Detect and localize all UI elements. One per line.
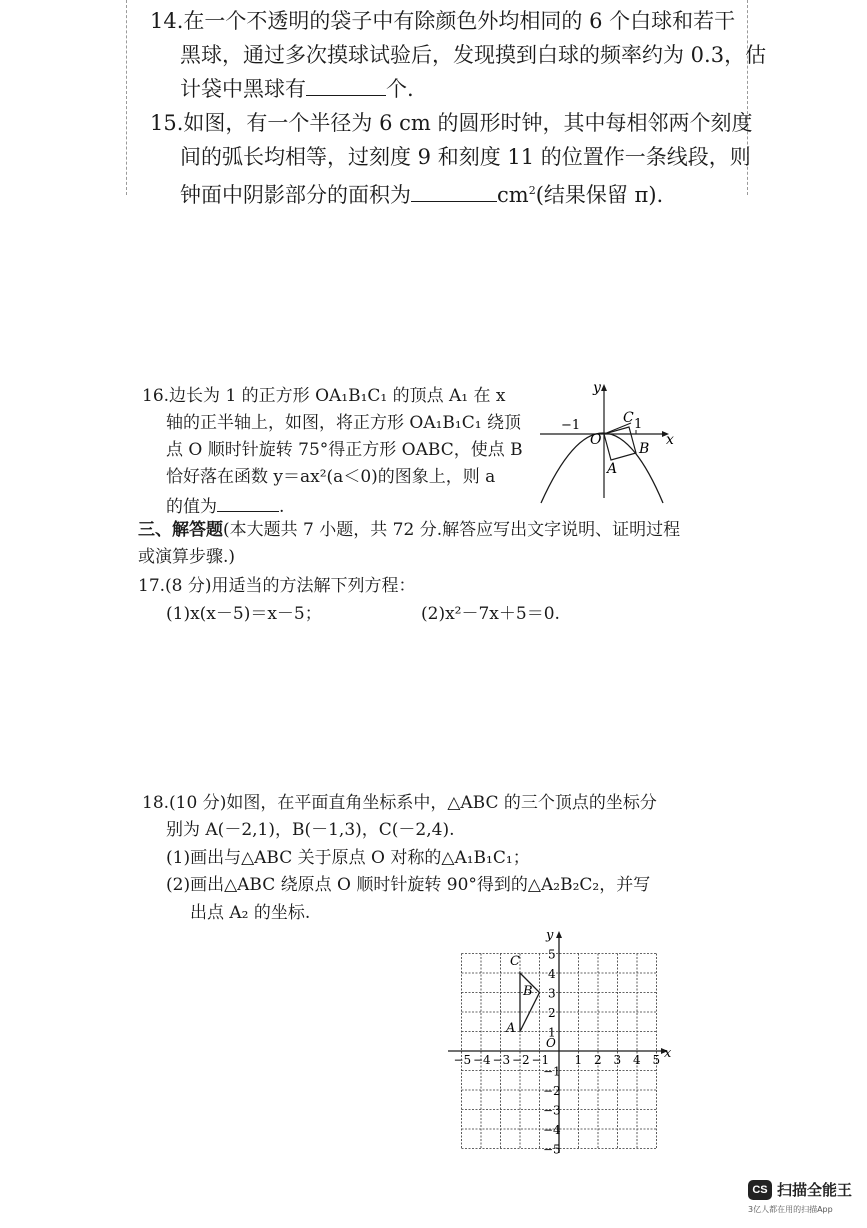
q18-y-tick-label: 3 (548, 986, 556, 1001)
q18-label-b: B (523, 984, 533, 999)
q16-label-c: C (623, 410, 634, 426)
q18-y-tick-label: −2 (543, 1084, 561, 1098)
q15-line3-pre: 钟面中阴影部分的面积为 (180, 183, 411, 207)
q15-unit-sup: 2 (528, 184, 536, 197)
q15-line2: 间的弧长均相等，过刻度 9 和刻度 11 的位置作一条线段，则 (180, 145, 751, 169)
q16-figure (535, 375, 685, 505)
q18-y-tick-label: 2 (548, 1006, 556, 1020)
q14-line3-post: 个. (386, 77, 414, 101)
camscanner-tagline: 3亿人都在用的扫描App (748, 1205, 833, 1214)
q18-x-tick-label: −1 (531, 1053, 550, 1067)
q18-line3: (1)画出与△ABC 关于原点 O 对称的△A₁B₁C₁； (166, 848, 530, 868)
q18-label-o: O (546, 1036, 556, 1050)
q18-coordinate-grid (440, 925, 680, 1157)
q16-line5 (166, 497, 284, 516)
section3-desc: (本大题共 7 小题，共 72 分.解答应写出文字说明、证明过程 (223, 520, 681, 540)
q17-title: 17.(8 分)用适当的方法解下列方程： (138, 576, 416, 596)
q18-x-tick-label: 4 (633, 1053, 641, 1067)
q15-line3 (180, 180, 663, 206)
q18-y-tick-label: −1 (543, 1064, 561, 1079)
q16-label-x: x (666, 432, 674, 448)
q18-tick-labels (454, 948, 661, 1157)
q15-line1: 15.如图，有一个半径为 6 cm 的圆形时钟，其中每相邻两个刻度 (150, 111, 753, 135)
q16-label-b: B (639, 441, 650, 457)
q18-y-tick-label: −3 (543, 1103, 561, 1118)
q15-unit: cm (497, 183, 529, 207)
q18-label-y: y (546, 928, 554, 943)
q16-label-a: A (607, 461, 618, 477)
q18-x-tick-label: −2 (512, 1053, 530, 1067)
q16-label-y: y (593, 380, 601, 396)
q18-triangle-abc (520, 973, 540, 1032)
q16-line5-pre: 的值为 (166, 497, 217, 517)
q16-label-neg1: −1 (561, 418, 581, 433)
section3-line2: 或演算步骤.) (138, 547, 236, 567)
q18-y-tick-label: −4 (543, 1123, 561, 1137)
q16-line3: 点 O 顺时针旋转 75°得正方形 OABC，使点 B (166, 440, 523, 460)
q16-y-arrow (601, 384, 607, 391)
q18-line1: 18.(10 分)如图，在平面直角坐标系中，△ABC 的三个顶点的坐标分 (142, 793, 657, 813)
q18-line4: (2)画出△ABC 绕原点 O 顺时针旋转 90°得到的△A₂B₂C₂，并写 (166, 875, 651, 895)
q18-x-tick-label: 5 (652, 1053, 661, 1067)
q14-line2: 黑球，通过多次摸球试验后，发现摸到白球的频率约为 0.3，估 (180, 43, 767, 67)
q14-line1: 14.在一个不透明的袋子中有除颜色外均相同的 6 个白球和若干 (150, 9, 736, 33)
q18-y-tick-label: 4 (548, 967, 556, 981)
section3-label: 三、解答题 (138, 520, 223, 540)
q18-x-tick-label: 2 (594, 1053, 602, 1067)
q18-x-tick-label: 3 (613, 1053, 622, 1067)
q18-label-c: C (510, 954, 520, 969)
q18-y-tick-label: 1 (548, 1025, 556, 1040)
q15-answer-blank[interactable] (411, 185, 497, 202)
section3-heading (138, 522, 680, 539)
q15-line3-post: (结果保留 π). (535, 183, 664, 207)
q18-label-a: A (506, 1021, 516, 1036)
q14-line3 (180, 79, 414, 100)
q18-y-arrow (556, 931, 562, 938)
q16-line2: 轴的正半轴上，如图，将正方形 OA₁B₁C₁ 绕顶 (166, 413, 521, 433)
q18-x-tick-label: 1 (574, 1053, 583, 1067)
q16-label-1: 1 (634, 417, 643, 432)
q18-x-tick-label: −4 (473, 1053, 491, 1067)
q18-line5: 出点 A₂ 的坐标. (190, 903, 311, 923)
q18-label-x: x (664, 1046, 672, 1061)
margin-guide-left (126, 0, 127, 195)
q18-x-tick-label: −3 (492, 1053, 511, 1067)
q16-answer-blank[interactable] (217, 497, 279, 512)
q14-answer-blank[interactable] (306, 79, 386, 96)
q18-y-tick-label: 5 (548, 947, 556, 962)
camscanner-name: 扫描全能王 (777, 1181, 853, 1199)
q18-line2: 别为 A(－2,1)，B(－1,3)，C(－2,4). (166, 820, 455, 840)
q16-line4: 恰好落在函数 y＝ax²(a＜0)的图象上，则 a (166, 467, 496, 487)
camscanner-logo-icon: CS (748, 1180, 772, 1200)
q14-line3-pre: 计袋中黑球有 (180, 77, 306, 101)
q16-line5-post: . (279, 497, 285, 517)
q17-part1: (1)x(x－5)＝x－5； (166, 604, 322, 624)
q18-x-tick-label: −5 (453, 1053, 472, 1067)
q18-y-tick-label: −5 (543, 1142, 561, 1157)
q17-part2: (2)x²－7x＋5＝0. (421, 604, 560, 624)
q16-label-o: O (590, 432, 602, 448)
q16-line1: 16.边长为 1 的正方形 OA₁B₁C₁ 的顶点 A₁ 在 x (142, 386, 506, 406)
